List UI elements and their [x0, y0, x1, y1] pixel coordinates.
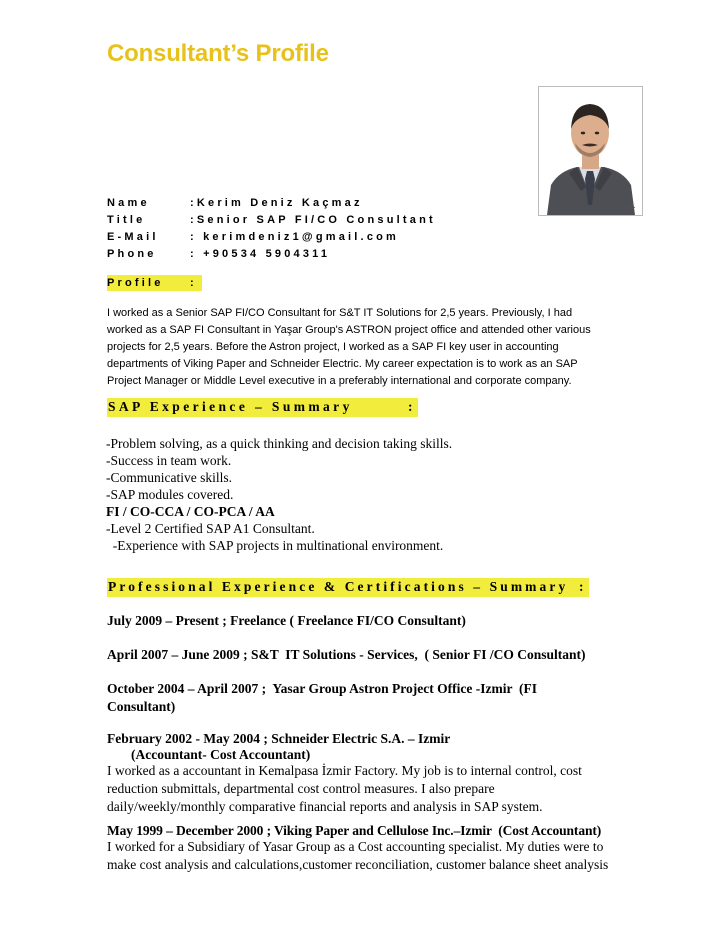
job-heading: April 2007 – June 2009 ; S&T IT Solutions - Services, ( Senior FI /CO Consultant)	[107, 647, 586, 662]
profile-label: Profile	[107, 277, 164, 289]
profile-colon: :	[190, 277, 197, 289]
profile-photo	[538, 86, 643, 216]
name-label: Name	[107, 197, 150, 209]
phone-value: : +90534 5904311	[190, 248, 331, 260]
sap-summary-colon: :	[408, 399, 416, 414]
list-item: -Level 2 Certified SAP A1 Consultant.	[106, 521, 315, 536]
job-heading: February 2002 - May 2004 ; Schneider Electric S.A. – Izmir	[107, 731, 451, 746]
sap-modules: FI / CO-CCA / CO-PCA / AA	[106, 504, 275, 519]
profile-line: Project Manager or Middle Level executive in a preferably international and corporate company.	[107, 375, 572, 387]
job-heading: July 2009 – Present ; Freelance ( Freelance FI/CO Consultant)	[107, 613, 466, 628]
job-description	[107, 838, 608, 874]
email-value: : kerimdeniz1@gmail.com	[190, 231, 400, 243]
job-role: (Accountant- Cost Accountant)	[131, 747, 311, 762]
job-heading: May 1999 – December 2000 ; Viking Paper and Cellulose Inc.–Izmir (Cost Accountant)	[107, 823, 602, 838]
email-label: E-Mail	[107, 231, 159, 243]
list-item: -Communicative skills.	[106, 470, 232, 485]
professional-heading: Professional Experience & Certifications – Summary	[108, 579, 569, 594]
profile-line: departments of Viking Paper and Schneider Electric. My career expectation is to work as an SAP	[107, 358, 578, 370]
list-item: -Success in team work.	[106, 453, 232, 468]
page-title: Consultant’s Profile	[107, 40, 329, 67]
job-description-line: I worked as a accountant in Kemalpasa İzmir Factory. My job is to internal control, cost	[107, 763, 582, 778]
job-heading: October 2004 – April 2007 ; Yasar Group Astron Project Office -Izmir (FI	[107, 681, 537, 696]
title-label: Title	[107, 214, 146, 226]
profile-line: worked as a SAP FI Consultant in Yaşar Group's ASTRON project office and attended other various	[107, 324, 591, 336]
job-description-line: reduction submittals, departmental cost control measures. I also prepare	[107, 781, 495, 796]
person-portrait-icon	[539, 87, 642, 215]
sap-summary-heading: SAP Experience – Summary	[108, 399, 353, 414]
list-item: -Experience with SAP projects in multinational environment.	[106, 538, 444, 553]
name-value: :Kerim Deniz Kaçmaz	[190, 197, 363, 209]
job-description-line: make cost analysis and calculations,customer reconciliation, customer balance sheet analysis	[107, 857, 609, 872]
phone-label: Phone	[107, 248, 157, 260]
job-description	[107, 762, 582, 816]
profile-line: I worked as a Senior SAP FI/CO Consultant for S&T IT Solutions for 2,5 years. Previously, I had	[107, 307, 573, 319]
job-description-line: I worked for a Subsidiary of Yasar Group as a Cost accounting specialist. My duties were to	[107, 839, 604, 854]
list-item: -Problem solving, as a quick thinking and decision taking skills.	[106, 436, 453, 451]
list-item: -SAP modules covered.	[106, 487, 234, 502]
profile-paragraph	[107, 305, 667, 390]
sap-summary-list	[106, 435, 452, 554]
job-description-line: daily/weekly/monthly comparative financial reports and analysis in SAP system.	[107, 799, 543, 814]
job-heading-continued: Consultant)	[107, 699, 176, 714]
profile-line: projects for 2,5 years. Before the Astron project, I worked as a SAP FI key user in accounting	[107, 341, 559, 353]
title-value: :Senior SAP FI/CO Consultant	[190, 214, 436, 226]
professional-colon: :	[579, 579, 587, 594]
